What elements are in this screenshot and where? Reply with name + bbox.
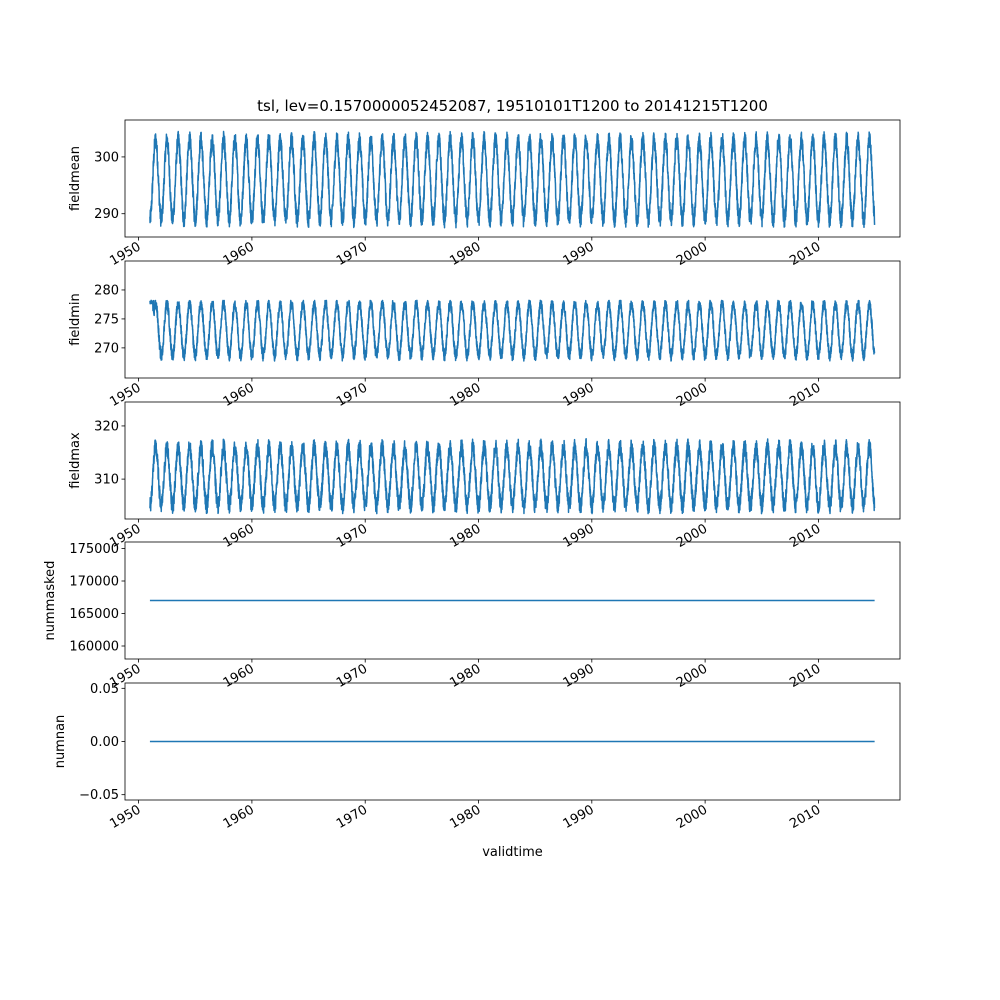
ytick-label: 275 — [94, 312, 119, 328]
xtick-label: 1950 — [107, 802, 144, 833]
xtick-label: 1980 — [447, 521, 484, 552]
xtick-label: 1960 — [220, 380, 257, 411]
xtick-label: 1950 — [107, 521, 144, 552]
xtick-label: 1950 — [107, 380, 144, 411]
xtick-label: 1980 — [447, 239, 484, 270]
xtick-label: 1980 — [447, 380, 484, 411]
ytick-label: 310 — [94, 472, 119, 488]
xtick-label: 2010 — [787, 661, 824, 692]
xtick-label: 2010 — [787, 802, 824, 833]
ytick-label: 175000 — [69, 542, 119, 557]
ylabel-fieldmean: fieldmean — [68, 146, 83, 211]
ytick-label: 300 — [94, 150, 119, 166]
ytick-label: 270 — [94, 341, 119, 357]
ylabel-fieldmin: fieldmin — [68, 293, 83, 346]
xtick-label: 1960 — [220, 521, 257, 552]
xtick-label: 1960 — [220, 239, 257, 270]
xtick-label: 2000 — [673, 239, 711, 270]
ytick-label: 170000 — [69, 574, 119, 590]
xtick-label: 1960 — [220, 802, 257, 833]
xtick-label: 2010 — [787, 239, 824, 270]
xtick-label: 2000 — [673, 802, 711, 833]
xtick-label: 2000 — [673, 521, 711, 552]
ytick-label: 280 — [94, 283, 119, 299]
xtick-label: 2010 — [787, 380, 824, 411]
xtick-label: 1990 — [560, 239, 597, 270]
ytick-label: 165000 — [69, 607, 119, 622]
xtick-label: 1970 — [334, 239, 371, 270]
ytick-label: 320 — [94, 419, 119, 435]
xtick-label: 1950 — [107, 239, 144, 270]
ytick-label: 290 — [94, 207, 119, 223]
xlabel: validtime — [482, 845, 543, 860]
xtick-label: 1950 — [107, 661, 144, 692]
xtick-label: 1970 — [334, 661, 371, 692]
xtick-label: 2000 — [673, 661, 711, 692]
xtick-label: 1970 — [334, 802, 371, 833]
xtick-label: 1990 — [560, 380, 597, 411]
xtick-label: 2010 — [787, 521, 824, 552]
xtick-label: 1980 — [447, 802, 484, 833]
ylabel-numnan: numnan — [53, 714, 68, 769]
xtick-label: 1970 — [334, 380, 371, 411]
chart-title: tsl, lev=0.1570000052452087, 19510101T1200 to 20141215T1200 — [257, 97, 768, 115]
xtick-label: 1990 — [560, 661, 597, 692]
ytick-label: 0.00 — [90, 735, 119, 750]
xtick-label: 1990 — [560, 521, 597, 552]
xtick-label: 1990 — [560, 802, 597, 833]
xtick-label: 1960 — [220, 661, 257, 692]
ylabel-fieldmax: fieldmax — [68, 432, 83, 489]
ylabel-nummasked: nummasked — [43, 560, 58, 641]
xtick-label: 2000 — [673, 380, 711, 411]
ytick-label: 0.05 — [90, 681, 119, 697]
xtick-label: 1970 — [334, 521, 371, 552]
xtick-label: 1980 — [447, 661, 484, 692]
ytick-label: −0.05 — [79, 788, 119, 804]
ytick-label: 160000 — [69, 639, 119, 655]
